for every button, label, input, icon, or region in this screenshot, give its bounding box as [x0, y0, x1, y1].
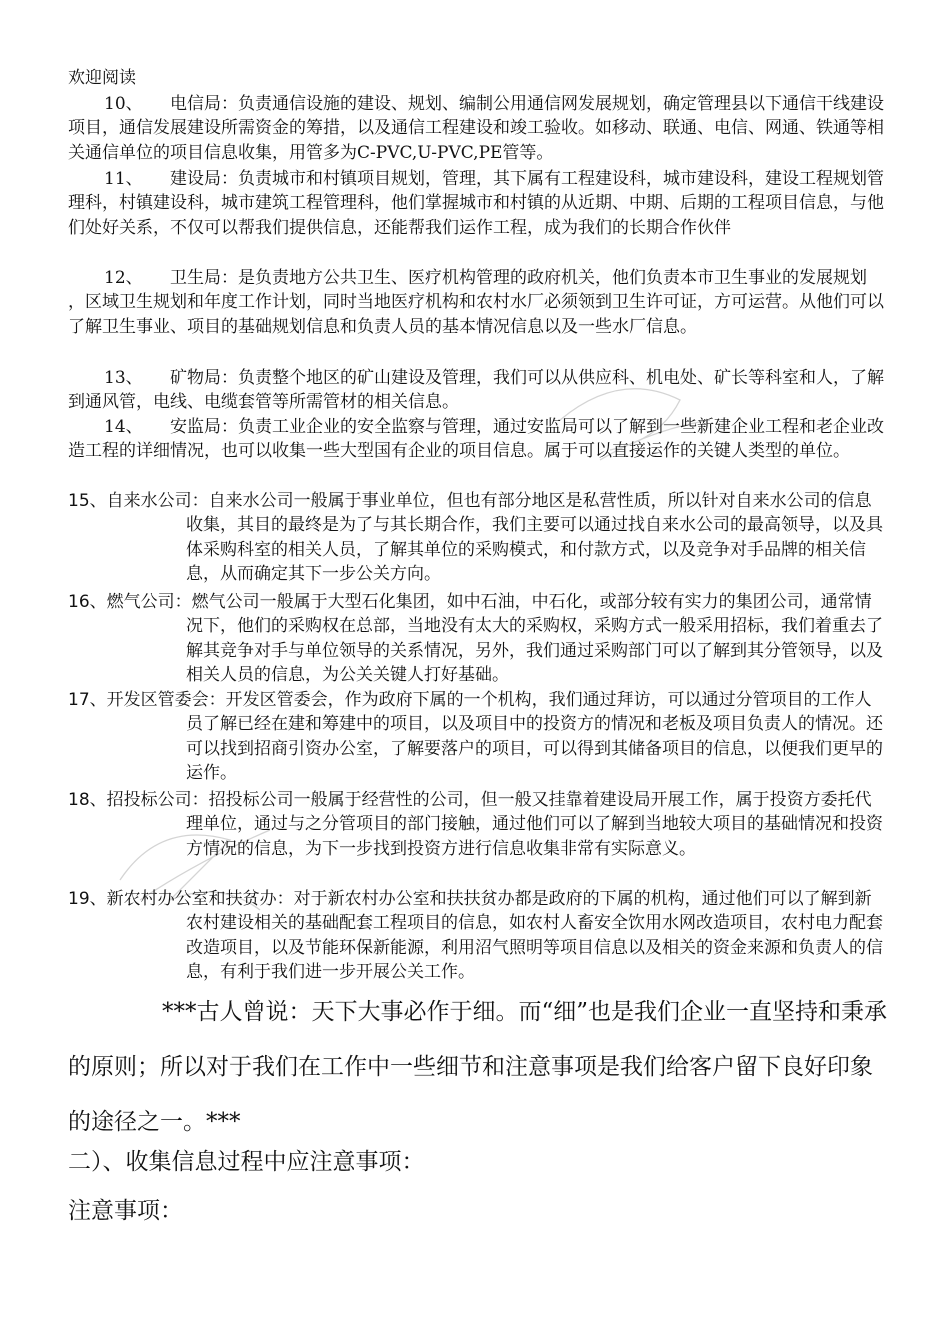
item-10	[68, 92, 888, 165]
item-text: 招投标公司一般属于经营性的公司，但一般又挂靠着建设局开展工作，属于投资方委托代理单位，通过与之分管项目的部门接触，通过他们可以了解到当地较大项目的基础情况和投资方情况的信息，为下一步找到投资方进行信息收集非常有实际意义。	[186, 790, 883, 859]
item-text: 矿物局：负责整个地区的矿山建设及管理，我们可以从供应科、机电处、矿长等科室和人，了解到通风管，电线、电缆套管等所需管材的相关信息。	[68, 368, 884, 413]
item-number: 12、	[104, 268, 143, 288]
item-15	[68, 489, 888, 587]
item-13	[68, 366, 888, 415]
item-label: 16、燃气公司：	[68, 592, 192, 612]
section-subheading: 注意事项：	[68, 1198, 183, 1224]
section-heading: 二）、收集信息过程中应注意事项：	[68, 1149, 425, 1175]
item-number: 11、	[104, 169, 143, 189]
item-19	[68, 887, 888, 985]
item-number: 14、	[104, 417, 143, 437]
quote-paragraph: ***古人曾说：天下大事必作于细。而“细”也是我们企业一直坚持和秉承的原则；所以对于我们在工作中一些细节和注意事项是我们给客户留下良好印象的途径之一。***	[68, 999, 888, 1135]
item-text: 电信局：负责通信设施的建设、规划、编制公用通信网发展规划，确定管理县以下通信干线建设项目，通信发展建设所需资金的筹措，以及通信工程建设和竣工验收。如移动、联通、电信、网通、铁通等相关通信单位的项目信息收集，用管多为C-PVC,U-PVC,PE管等。	[68, 94, 884, 163]
welcome-text: 欢迎阅读	[68, 68, 136, 88]
item-number: 13、	[104, 368, 143, 388]
item-17	[68, 688, 888, 786]
item-text: 卫生局：是负责地方公共卫生、医疗机构管理的政府机关，他们负责本市卫生事业的发展规划 ，区域卫生规划和年度工作计划，同时当地医疗机构和农村水厂必须领到卫生许可证，方可运营。从他们可以了解卫生事业、项目的基础规划信息和负责人员的基本情况信息以及一些水厂信息。	[68, 268, 884, 337]
item-11	[68, 167, 888, 240]
item-label: 15、自来水公司：	[68, 491, 209, 511]
item-text: 安监局：负责工业企业的安全监察与管理，通过安监局可以了解到一些新建企业工程和老企业改造工程的详细情况，也可以收集一些大型国有企业的项目信息。属于可以直接运作的关键人类型的单位。	[68, 417, 884, 462]
item-label: 17、开发区管委会：	[68, 690, 226, 710]
item-text: 对于新农村办公室和扶扶贫办都是政府的下属的机构，通过他们可以了解到新农村建设相关的基础配套工程项目的信息，如农村人畜安全饮用水网改造项目，农村电力配套改造项目，以及节能环保新能源，利用沼气照明等项目信息以及相关的资金来源和负责人的信息，有利于我们进一步开展公关工作。	[186, 889, 883, 983]
item-text: 建设局：负责城市和村镇项目规划，管理，其下属有工程建设科，城市建设科，建设工程规划管理科，村镇建设科，城市建筑工程管理科，他们掌握城市和村镇的从近期、中期、后期的工程项目信息，与他们处好关系，不仅可以帮我们提供信息，还能帮我们运作工程，成为我们的长期合作伙伴	[68, 169, 884, 238]
item-number: 10、	[104, 94, 143, 114]
item-label: 19、新农村办公室和扶贫办：	[68, 889, 294, 909]
item-16	[68, 590, 888, 688]
item-text: 燃气公司一般属于大型石化集团，如中石油，中石化，或部分较有实力的集团公司，通常情况下，他们的采购权在总部，当地没有太大的采购权，采购方式一般采用招标，我们着重去了解其竞争对手与单位领导的关系情况，另外，我们通过采购部门可以了解到其分管领导，以及相关人员的信息，为公关关键人打好基础。	[186, 592, 883, 686]
item-18	[68, 788, 888, 861]
item-label: 18、招投标公司：	[68, 790, 209, 810]
item-12	[68, 266, 888, 339]
item-text: 自来水公司一般属于事业单位，但也有部分地区是私营性质，所以针对自来水公司的信息收集，其目的最终是为了与其长期合作，我们主要可以通过找自来水公司的最高领导，以及具体采购科室的相关人员，了解其单位的采购模式，和付款方式，以及竞争对手品牌的相关信息，从而确定其下一步公关方向。	[186, 491, 883, 585]
item-14	[68, 415, 888, 464]
item-text: 开发区管委会，作为政府下属的一个机构，我们通过拜访，可以通过分管项目的工作人员了解已经在建和筹建中的项目，以及项目中的投资方的情况和老板及项目负责人的情况。还可以找到招商引资办公室，了解要落户的项目，可以得到其储备项目的信息，以便我们更早的运作。	[186, 690, 883, 784]
